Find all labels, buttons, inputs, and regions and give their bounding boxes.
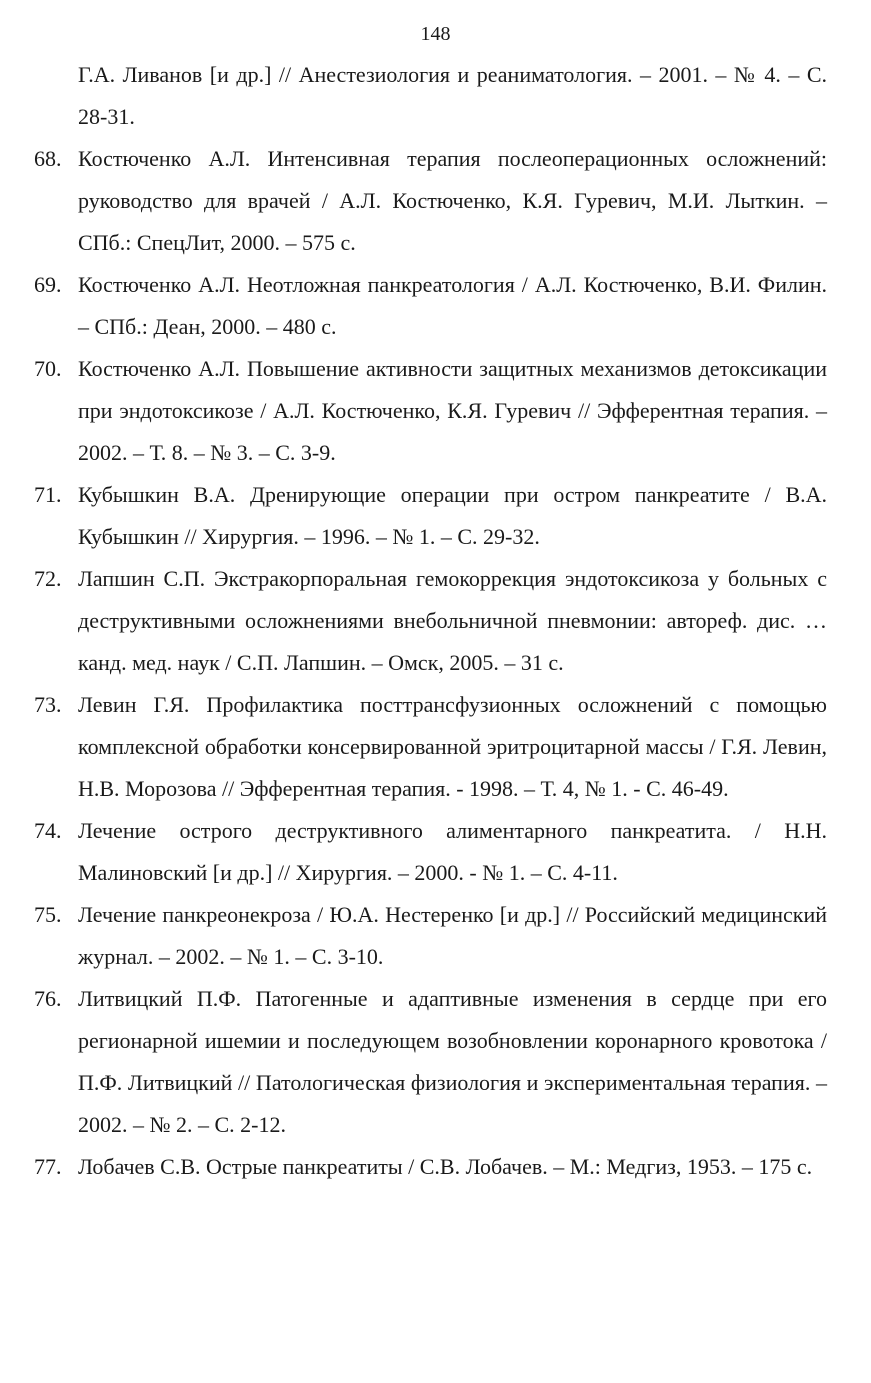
reference-item bbox=[0, 348, 871, 474]
reference-item bbox=[0, 558, 871, 684]
reference-number: 75. bbox=[34, 902, 62, 927]
reference-number: 74. bbox=[34, 818, 62, 843]
page-number: 148 bbox=[420, 23, 451, 45]
reference-number: 76. bbox=[34, 986, 62, 1011]
reference-item bbox=[0, 978, 871, 1146]
reference-number: 69. bbox=[34, 272, 62, 297]
reference-text: Лечение острого деструктивного алиментарного панкреатита. / Н.Н. Малиновский [и др.] // Хирургия. – 2000. - № 1. – С. 4-11. bbox=[78, 818, 827, 885]
reference-number: 68. bbox=[34, 146, 62, 171]
reference-item bbox=[0, 810, 871, 894]
reference-number: 70. bbox=[34, 356, 62, 381]
reference-text: Лечение панкреонекроза / Ю.А. Нестеренко [и др.] // Российский медицинский журнал. – 2002. – № 1. – С. 3-10. bbox=[78, 902, 827, 969]
reference-text: Левин Г.Я. Профилактика посттрансфузионных осложнений с помощью комплексной обработки консервированной эритроцитарной массы / Г.Я. Левин, Н.В. Морозова // Эфферентная терапия. - 1998. – Т. 4, № 1. - С. 46-49. bbox=[78, 692, 827, 801]
reference-item bbox=[0, 1146, 871, 1188]
reference-item bbox=[0, 684, 871, 810]
reference-text: Г.А. Ливанов [и др.] // Анестезиология и реаниматология. – 2001. – № 4. – С. 28-31. bbox=[78, 62, 827, 129]
reference-text: Лапшин С.П. Экстракорпоральная гемокоррекция эндотоксикоза у больных с деструктивными осложнениями внебольничной пневмонии: автореф. дис. … канд. мед. наук / С.П. Лапшин. – Омск, 2005. – 31 с. bbox=[78, 566, 827, 675]
reference-text: Кубышкин В.А. Дренирующие операции при остром панкреатите / В.А. Кубышкин // Хирургия. – 1996. – № 1. – С. 29-32. bbox=[78, 482, 827, 549]
reference-number: 72. bbox=[34, 566, 62, 591]
reference-item bbox=[0, 54, 871, 138]
reference-text: Костюченко А.Л. Повышение активности защитных механизмов детоксикации при эндотоксикозе / А.Л. Костюченко, К.Я. Гуревич // Эфферентная терапия. – 2002. – Т. 8. – № 3. – С. 3-9. bbox=[78, 356, 827, 465]
reference-text: Лобачев С.В. Острые панкреатиты / С.В. Лобачев. – М.: Медгиз, 1953. – 175 с. bbox=[78, 1154, 813, 1179]
reference-number: 77. bbox=[34, 1154, 62, 1179]
reference-item bbox=[0, 894, 871, 978]
reference-number: 71. bbox=[34, 482, 62, 507]
reference-text: Литвицкий П.Ф. Патогенные и адаптивные изменения в сердце при его регионарной ишемии и последующем возобновлении коронарного кровотока / П.Ф. Литвицкий // Патологическая физиология и экспериментальная терапия. – 2002. – № 2. – С. 2-12. bbox=[78, 986, 827, 1137]
reference-item bbox=[0, 138, 871, 264]
reference-text: Костюченко А.Л. Интенсивная терапия послеоперационных осложнений: руководство для врачей / А.Л. Костюченко, К.Я. Гуревич, М.И. Лыткин. – СПб.: СпецЛит, 2000. – 575 с. bbox=[78, 146, 827, 255]
reference-text: Костюченко А.Л. Неотложная панкреатология / А.Л. Костюченко, В.И. Филин. – СПб.: Деан, 2000. – 480 с. bbox=[78, 272, 827, 339]
reference-list bbox=[0, 54, 871, 1188]
reference-item bbox=[0, 474, 871, 558]
reference-item bbox=[0, 264, 871, 348]
reference-number: 73. bbox=[34, 692, 62, 717]
